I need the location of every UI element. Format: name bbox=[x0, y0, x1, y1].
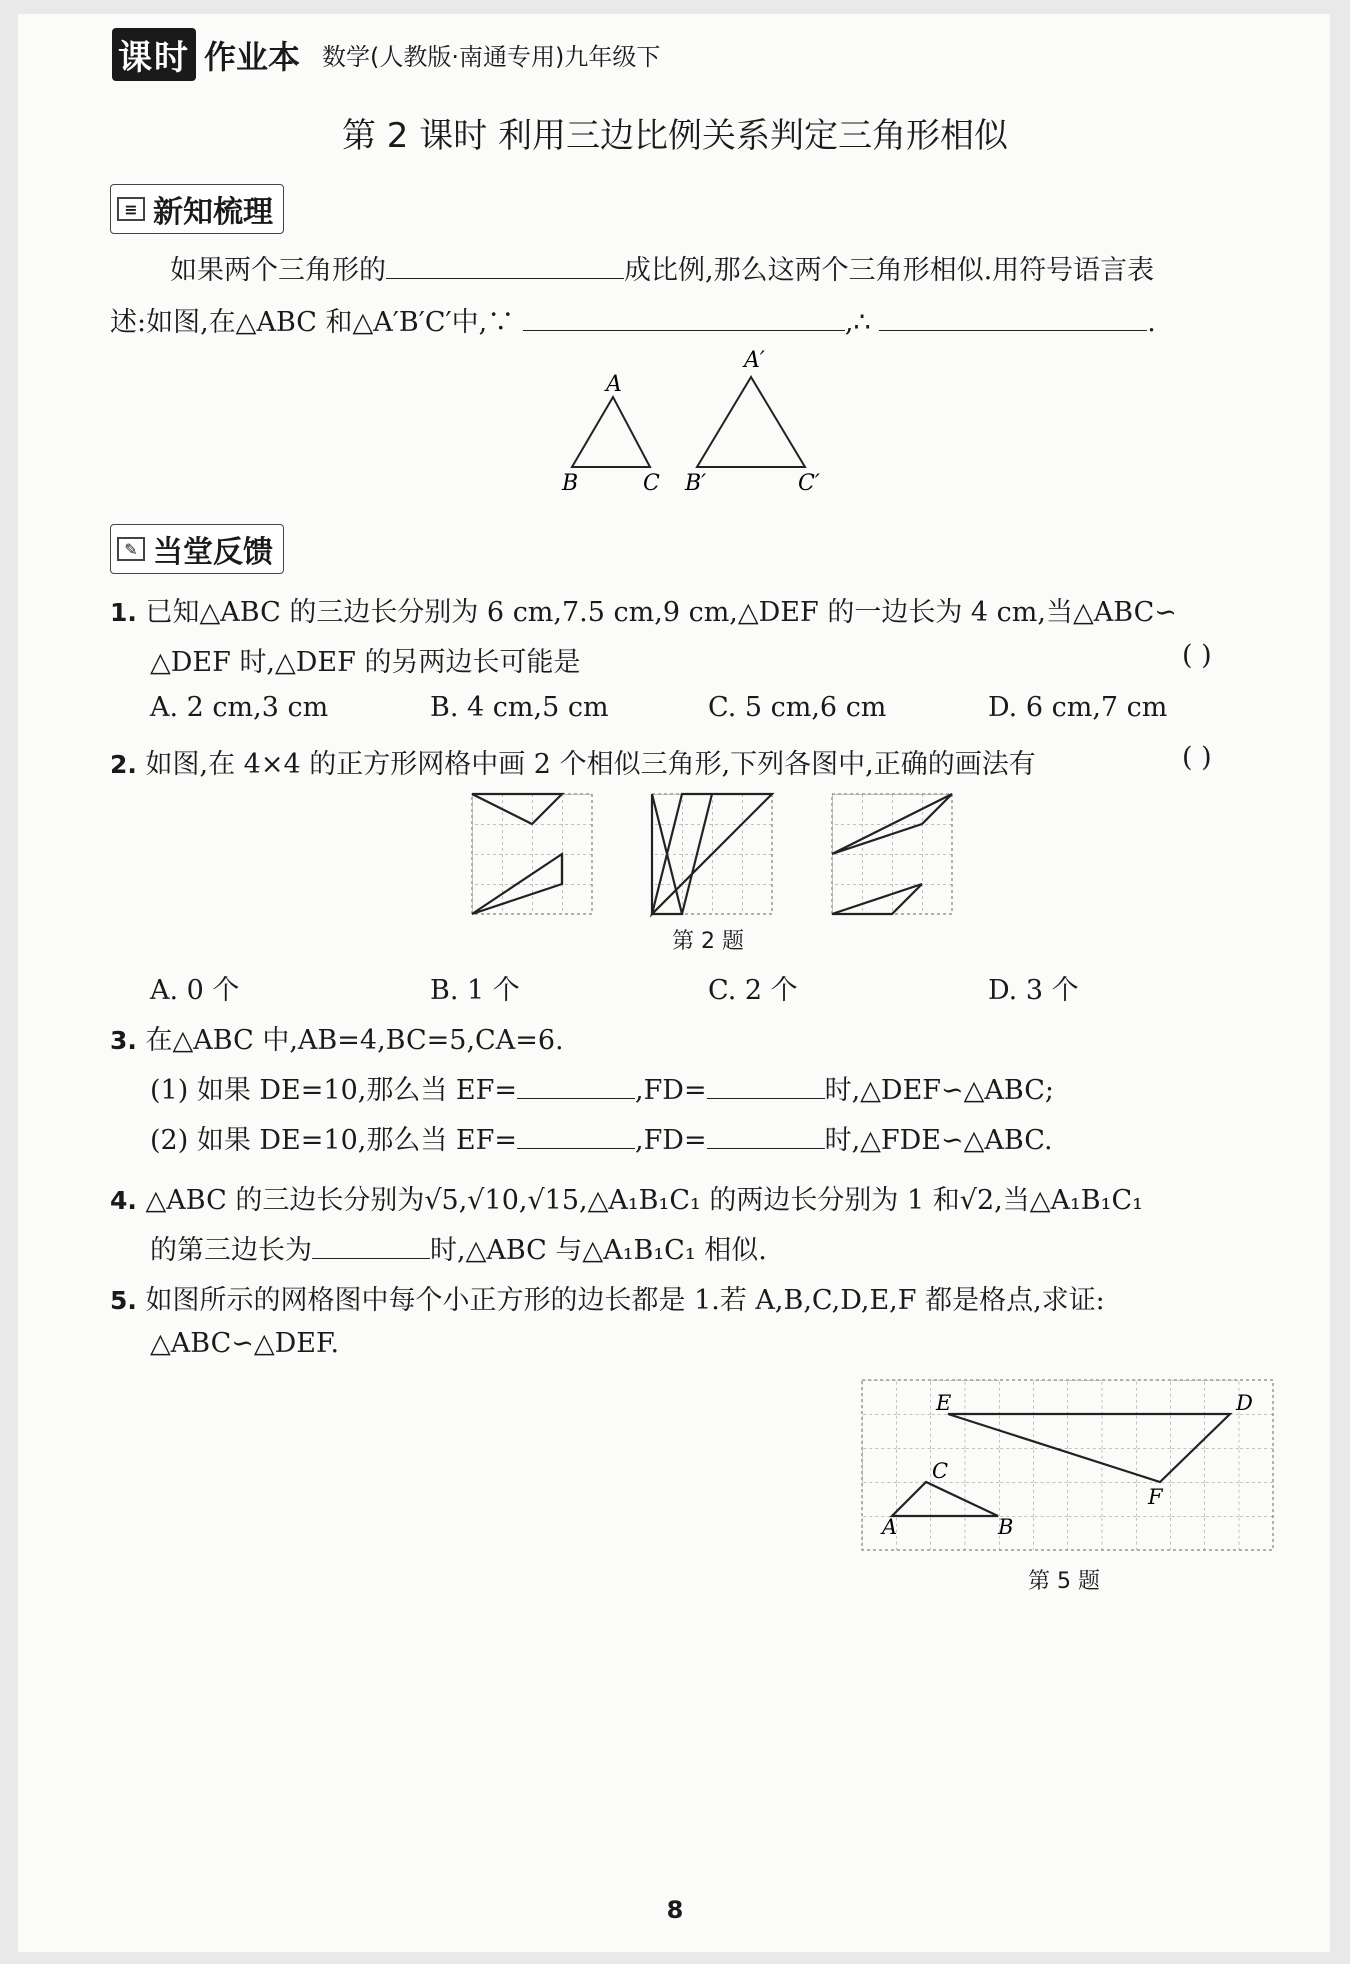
q4-number: 4. bbox=[110, 1186, 137, 1215]
q3-s1-a: (1) 如果 DE=10,那么当 EF= bbox=[150, 1075, 517, 1106]
q5-grid-figure bbox=[858, 1376, 1278, 1566]
q5-caption: 第 5 题 bbox=[1028, 1569, 1100, 1594]
section-label: 新知梳理 bbox=[153, 195, 273, 230]
blank-input[interactable] bbox=[879, 310, 1147, 331]
q2-option-d[interactable]: D. 3 个 bbox=[988, 975, 1079, 1006]
grid-figure-2 bbox=[652, 794, 772, 914]
q2-caption: 第 2 题 bbox=[672, 929, 744, 954]
page-number: 8 bbox=[666, 1896, 684, 1924]
brand-logo: 课时 bbox=[112, 28, 196, 81]
q5-text-1: 如图所示的网格图中每个小正方形的边长都是 1.若 A,B,C,D,E,F 都是格点,求证: bbox=[145, 1285, 1105, 1316]
blank-input[interactable] bbox=[312, 1238, 430, 1259]
blank-input[interactable] bbox=[517, 1128, 635, 1149]
q1 bbox=[110, 590, 1177, 629]
q1-text-2: △DEF 时,△DEF 的另两边长可能是 bbox=[150, 647, 581, 678]
q3-s1-c: 时,△DEF∽△ABC; bbox=[824, 1075, 1054, 1106]
label-b: B bbox=[562, 471, 579, 495]
label-e: E bbox=[936, 1391, 952, 1415]
q1-answer-paren[interactable]: ( ) bbox=[1182, 640, 1212, 671]
q4-text-2a: 的第三边长为 bbox=[150, 1235, 312, 1266]
q3-sub2 bbox=[150, 1118, 1053, 1157]
q4-text-1: △ABC 的三边长分别为√5,√10,√15,△A₁B₁C₁ 的两边长分别为 1 和√2,当△A₁B₁C₁ bbox=[145, 1185, 1143, 1216]
q2-text: 如图,在 4×4 的正方形网格中画 2 个相似三角形,下列各图中,正确的画法有 bbox=[145, 749, 1036, 780]
q5-number: 5. bbox=[110, 1286, 137, 1315]
page-title: 第 2 课时 利用三边比例关系判定三角形相似 bbox=[341, 116, 1009, 156]
q5 bbox=[110, 1278, 1105, 1317]
header bbox=[112, 28, 660, 81]
label-a: A bbox=[606, 372, 622, 397]
q2-option-b[interactable]: B. 1 个 bbox=[430, 975, 520, 1006]
q1-option-b[interactable]: B. 4 cm,5 cm bbox=[430, 692, 609, 723]
q1-option-a[interactable]: A. 2 cm,3 cm bbox=[150, 692, 329, 723]
q2 bbox=[110, 742, 1036, 781]
label-d: D bbox=[1236, 1391, 1253, 1415]
q3-text: 在△ABC 中,AB=4,BC=5,CA=6. bbox=[145, 1025, 564, 1056]
blank-input[interactable] bbox=[707, 1078, 825, 1099]
pencil-icon: ✎ bbox=[117, 537, 145, 561]
q4 bbox=[110, 1178, 1143, 1217]
label-f: F bbox=[1148, 1485, 1163, 1509]
label-c: C bbox=[932, 1459, 949, 1483]
label-a: A bbox=[882, 1515, 898, 1539]
q1-text-1: 已知△ABC 的三边长分别为 6 cm,7.5 cm,9 cm,△DEF 的一边长为 4 cm,当△ABC∽ bbox=[145, 597, 1177, 628]
label-b-prime: B′ bbox=[685, 471, 707, 495]
q2-number: 2. bbox=[110, 750, 137, 779]
grid-figure-1 bbox=[472, 794, 592, 914]
s1-text-e: . bbox=[1147, 307, 1156, 338]
s1-text-c: 述:如图,在△ABC 和△A′B′C′中,∵ bbox=[110, 307, 515, 338]
q1-option-c[interactable]: C. 5 cm,6 cm bbox=[708, 692, 887, 723]
label-a-prime: A′ bbox=[744, 348, 765, 373]
section-header-feedback bbox=[110, 524, 284, 574]
s1-text-d: ,∴ bbox=[844, 307, 871, 338]
subject-label: 数学(人教版·南通专用)九年级下 bbox=[322, 43, 661, 71]
brand-name: 作业本 bbox=[204, 37, 301, 76]
blank-input[interactable] bbox=[517, 1078, 635, 1099]
label-c-prime: C′ bbox=[798, 471, 820, 495]
q5-text-2: △ABC∽△DEF. bbox=[150, 1328, 340, 1359]
section-label: 当堂反馈 bbox=[153, 535, 273, 570]
book-icon: ≡ bbox=[117, 197, 145, 221]
grid bbox=[862, 1380, 1273, 1550]
s1-text-a: 如果两个三角形的 bbox=[170, 255, 386, 286]
q2-option-a[interactable]: A. 0 个 bbox=[150, 975, 240, 1006]
s1-line2 bbox=[110, 300, 1156, 339]
grid-figure-3 bbox=[832, 794, 952, 914]
q1-option-d[interactable]: D. 6 cm,7 cm bbox=[988, 692, 1168, 723]
q3 bbox=[110, 1018, 564, 1057]
q3-number: 3. bbox=[110, 1026, 137, 1055]
q2-answer-paren[interactable]: ( ) bbox=[1182, 742, 1212, 773]
s1-text-b: 成比例,那么这两个三角形相似.用符号语言表 bbox=[624, 255, 1155, 286]
s1-line1 bbox=[170, 248, 1154, 287]
triangle-a-prime bbox=[697, 377, 805, 467]
blank-input[interactable] bbox=[707, 1128, 825, 1149]
blank-input[interactable] bbox=[523, 310, 845, 331]
q3-sub1 bbox=[150, 1068, 1054, 1107]
q3-s2-c: 时,△FDE∽△ABC. bbox=[824, 1125, 1053, 1156]
q3-s2-a: (2) 如果 DE=10,那么当 EF= bbox=[150, 1125, 517, 1156]
blank-input[interactable] bbox=[386, 258, 624, 279]
q1-number: 1. bbox=[110, 598, 137, 627]
label-b: B bbox=[998, 1515, 1014, 1539]
q3-s2-b: ,FD= bbox=[634, 1125, 707, 1156]
q4-line2 bbox=[150, 1228, 767, 1267]
label-c: C bbox=[643, 471, 660, 495]
q2-option-c[interactable]: C. 2 个 bbox=[708, 975, 798, 1006]
q2-figures bbox=[466, 790, 956, 920]
q3-s1-b: ,FD= bbox=[634, 1075, 707, 1106]
section-header-review bbox=[110, 184, 284, 234]
triangles-figure bbox=[550, 345, 830, 495]
triangle-abc bbox=[572, 397, 650, 467]
q4-text-2b: 时,△ABC 与△A₁B₁C₁ 相似. bbox=[430, 1235, 767, 1266]
